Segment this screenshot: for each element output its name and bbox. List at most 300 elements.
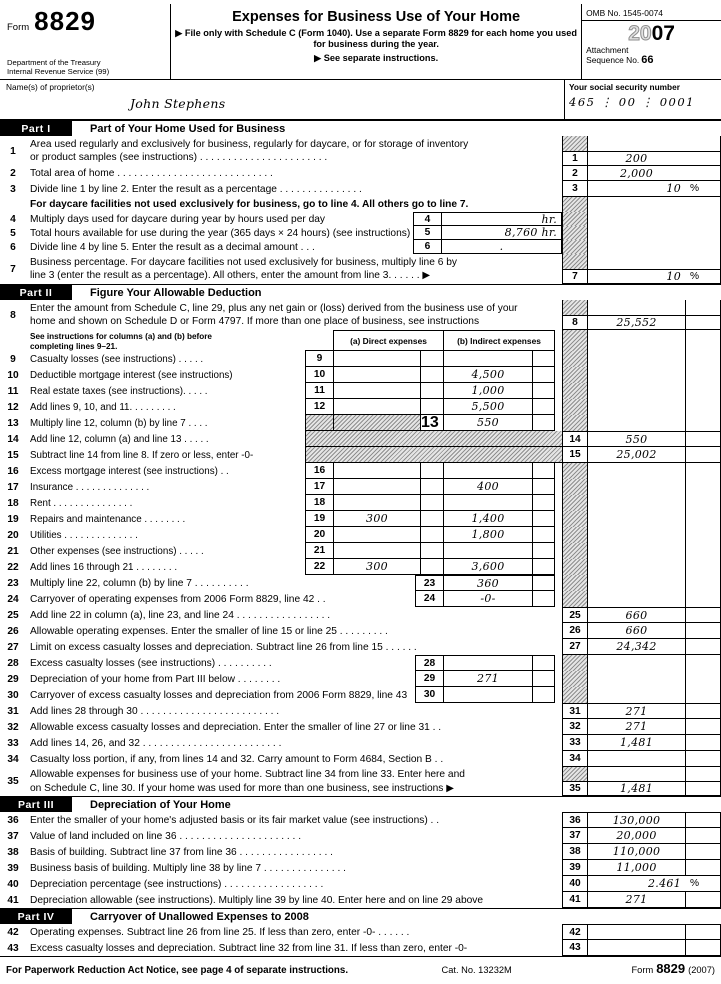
paperwork-notice: For Paperwork Reduction Act Notice, see page 4 of separate instructions. — [6, 965, 349, 976]
line-1-blank — [588, 136, 685, 151]
line-19b-value[interactable]: 1,400 — [443, 511, 532, 527]
line-12a-value[interactable] — [333, 399, 420, 415]
line-25-value[interactable]: 660 — [588, 607, 685, 623]
line-41-value[interactable]: 271 — [588, 892, 685, 908]
line-1-shade-cell — [562, 136, 588, 151]
line-33-row — [0, 735, 721, 751]
line-16-row — [0, 463, 721, 479]
line-8-boxno: 8 — [562, 315, 588, 330]
line-19-row — [0, 511, 721, 527]
agency-block — [7, 59, 168, 77]
line-6-blank — [588, 240, 685, 254]
line-14-label: Add line 12, column (a) and line 13 . . . . . — [30, 433, 209, 445]
line-20-row — [0, 527, 721, 543]
line-1-right-column — [562, 136, 721, 166]
line-32-label: Allowable excess casualty losses and depreciation. Enter the smaller of line 27 or line 31 . . — [30, 721, 442, 733]
line-15-value[interactable]: 25,002 — [588, 447, 685, 463]
line-11b-cents — [532, 383, 555, 399]
line-43-value[interactable] — [588, 940, 685, 956]
line-20-label: Utilities . . . . . . . . . . . . . . — [30, 529, 138, 541]
line-22-shade-cell — [562, 559, 588, 575]
line-13-label: Multiply line 12, column (b) by line 7 . . . . — [30, 417, 208, 429]
line-16-shade-cell — [562, 463, 588, 479]
line-14-unit — [685, 431, 721, 447]
part4-title: Carryover of Unallowed Expenses to 2008 — [90, 910, 309, 923]
line-29-shade-cell — [562, 671, 588, 687]
line-6-row — [0, 240, 721, 254]
line-colhead-blank — [588, 330, 685, 351]
line-21-label: Other expenses (see instructions) . . . . . — [30, 545, 204, 557]
form-footer — [0, 956, 721, 976]
part4-header — [0, 908, 721, 924]
line-40-value[interactable]: 2.461 — [588, 876, 685, 892]
line-6-blank2 — [685, 240, 721, 254]
line-4-value[interactable]: hr. — [441, 212, 562, 226]
line-18b-cents — [532, 495, 555, 511]
line-30-value[interactable] — [443, 687, 532, 703]
form-number-line — [7, 6, 168, 36]
line-18a-value[interactable] — [333, 495, 420, 511]
line-9-shade-cell — [562, 351, 588, 367]
line-4-label: Multiply days used for daycare during year by hours used per day — [30, 213, 326, 225]
line-12-blank — [588, 399, 685, 415]
form-subtitle: ▶ File only with Schedule C (Form 1040). Use a separate Form 8829 for each home you used for business during the year. — [175, 28, 577, 49]
line-8-value[interactable]: 25,552 — [588, 315, 685, 330]
line-20-gap — [555, 527, 562, 543]
line-22-blank2 — [685, 559, 721, 575]
line-5-blank — [588, 226, 685, 240]
line-14-row — [0, 431, 721, 447]
line-2-value[interactable]: 2,000 — [588, 166, 685, 181]
line-10-label: Deductible mortgage interest (see instructions) — [30, 369, 233, 381]
line-34-row — [0, 751, 721, 767]
line-23-gap — [555, 575, 562, 591]
line-18-blank — [588, 495, 685, 511]
line-38-value[interactable]: 110,000 — [588, 844, 685, 860]
line-41-label: Depreciation allowable (see instructions). Multiply line 39 by line 40. Enter here and on line 29 above — [30, 894, 484, 906]
line-27-unit — [685, 639, 721, 655]
line-18-label: Rent . . . . . . . . . . . . . . . — [30, 497, 133, 509]
line-28-cents — [532, 655, 555, 671]
line-35-value[interactable]: 1,481 — [588, 781, 685, 796]
line-23-number: 23 — [7, 577, 19, 589]
line-11b-value[interactable]: 1,000 — [443, 383, 532, 399]
line-31-value[interactable]: 271 — [588, 703, 685, 719]
line-42-row — [0, 924, 721, 940]
line-36-value[interactable]: 130,000 — [588, 812, 685, 828]
line-22-number: 22 — [7, 561, 19, 573]
line-34-value[interactable] — [588, 751, 685, 767]
line-38-label: Basis of building. Subtract line 37 from line 36 . . . . . . . . . . . . . . . . . — [30, 846, 333, 858]
line-10-row — [0, 367, 721, 383]
line-34-unit — [685, 751, 721, 767]
line-3-boxno: 3 — [562, 181, 588, 197]
line-10a-cents — [420, 367, 443, 383]
ssn-label: Your social security number — [569, 82, 680, 92]
line-11-gap — [555, 383, 562, 399]
line-10-blank2 — [685, 367, 721, 383]
line-17-blank2 — [685, 479, 721, 495]
line-36-row — [0, 812, 721, 828]
line-2-label: Total area of home . . . . . . . . . . . . . . . . . . . . . . . . . . . . — [30, 168, 273, 179]
line-6-label: Divide line 4 by line 5. Enter the result as a decimal amount . . . — [30, 241, 315, 253]
line-30-blank2 — [685, 687, 721, 703]
line-30-label: Carryover of excess casualty losses and depreciation from 2006 Form 8829, line 43 — [30, 689, 408, 701]
line-16b-value[interactable] — [443, 463, 532, 479]
line-1-unit — [685, 151, 721, 166]
line-17-boxno: 17 — [305, 479, 333, 495]
line-30-number: 30 — [7, 689, 19, 701]
line-35-row — [0, 767, 721, 796]
line-10b-value[interactable]: 4,500 — [443, 367, 532, 383]
line-9b-cents — [532, 351, 555, 367]
line-22b-cents — [532, 559, 555, 575]
line-18-gap — [555, 495, 562, 511]
line-24-label: Carryover of operating expenses from 2006 Form 8829, line 42 . . — [30, 593, 326, 605]
column-b-header: (b) Indirect expenses — [443, 330, 555, 351]
line-29-value[interactable]: 271 — [443, 671, 532, 687]
line-7-boxno: 7 — [562, 269, 588, 284]
line-43-unit — [685, 940, 721, 956]
line-20-blank2 — [685, 527, 721, 543]
line-5-value[interactable]: 8,760 hr. — [441, 226, 562, 240]
omb-number: OMB No. 1545-0074 — [582, 4, 721, 21]
line-1-value[interactable]: 200 — [588, 151, 685, 166]
line-40-label: Depreciation percentage (see instructions) . . . . . . . . . . . . . . . . . . — [30, 878, 324, 890]
line-25-unit — [685, 607, 721, 623]
line-17-label: Insurance . . . . . . . . . . . . . . — [30, 481, 150, 493]
line-36-boxno: 36 — [562, 812, 588, 828]
line-21-blank — [588, 543, 685, 559]
line-24-gap — [555, 591, 562, 607]
line-36-unit — [685, 812, 721, 828]
line-12-blank2 — [685, 399, 721, 415]
line-6-shade-cell — [562, 240, 588, 254]
line-19-blank — [588, 511, 685, 527]
line-20-boxno: 20 — [305, 527, 333, 543]
line-18a-cents — [420, 495, 443, 511]
form-number-block — [0, 4, 170, 79]
line-19-blank2 — [685, 511, 721, 527]
line-1-boxno: 1 — [562, 151, 588, 166]
line-29-label: Depreciation of your home from Part III below . . . . . . . . — [30, 673, 281, 685]
line-37-value[interactable]: 20,000 — [588, 828, 685, 844]
line-21a-cents — [420, 543, 443, 559]
form-number: 8829 — [34, 6, 97, 36]
line-28-value[interactable] — [443, 655, 532, 671]
line-16b-cents — [532, 463, 555, 479]
part4-rows — [0, 924, 721, 956]
line-4-number: 4 — [10, 213, 16, 225]
line-27-label: Limit on excess casualty losses and depreciation. Subtract line 26 from line 15 . . . . . . — [30, 641, 417, 653]
line-35-right-column — [562, 767, 721, 796]
part2-header — [0, 284, 721, 300]
line-17-number: 17 — [7, 481, 19, 493]
line-13b-value[interactable]: 550 — [443, 415, 532, 431]
line-7-number: 7 — [10, 263, 16, 275]
line-31-row — [0, 703, 721, 719]
line-8-right-column — [562, 300, 721, 330]
line-16-label: Excess mortgage interest (see instructions) . . — [30, 465, 229, 477]
line-34-label: Casualty loss portion, if any, from lines 14 and 32. Carry amount to Form 4684, Section B . . — [30, 753, 444, 765]
line-9a-value[interactable] — [333, 351, 420, 367]
line-6-boxno: 6 — [413, 240, 441, 254]
line-note-shade-cell — [562, 197, 588, 212]
line-40-boxno: 40 — [562, 876, 588, 892]
line-7-blank — [588, 254, 685, 269]
line-14-shade-block — [305, 431, 562, 447]
line-8-row — [0, 300, 721, 330]
line-4-blank — [588, 212, 685, 226]
line-14-value[interactable]: 550 — [588, 431, 685, 447]
line-16a-value[interactable] — [333, 463, 420, 479]
line-1-number: 1 — [10, 145, 16, 157]
line-12-boxno: 12 — [305, 399, 333, 415]
line-23-value[interactable]: 360 — [443, 575, 532, 591]
line-43-boxno: 43 — [562, 940, 588, 956]
line-38-row — [0, 844, 721, 860]
line-10-number: 10 — [7, 369, 19, 381]
line-19a-cents — [420, 511, 443, 527]
line-31-boxno: 31 — [562, 703, 588, 719]
year-prefix: 20 — [628, 22, 652, 45]
line-37-row — [0, 828, 721, 844]
line-22a-value[interactable]: 300 — [333, 559, 420, 575]
line-25-row — [0, 607, 721, 623]
line-24-number: 24 — [7, 593, 19, 605]
line-16-blank2 — [685, 463, 721, 479]
part2-rows — [0, 300, 721, 796]
part2-badge: Part II — [0, 285, 72, 300]
columns-instruction-note: See instructions for columns (a) and (b) before completing lines 9–21. — [30, 332, 212, 351]
part4-badge: Part IV — [0, 909, 72, 924]
line-13-shade2 — [333, 415, 420, 431]
line-39-label: Business basis of building. Multiply line 38 by line 7 . . . . . . . . . . . . . . . — [30, 862, 346, 874]
line-note-blank2 — [685, 197, 721, 212]
line-21b-value[interactable] — [443, 543, 532, 559]
line-7-right-column — [562, 254, 721, 284]
line-19-number: 19 — [7, 513, 19, 525]
part3-title: Depreciation of Your Home — [90, 798, 231, 811]
line-29-gap — [555, 671, 562, 687]
line-28-blank — [588, 655, 685, 671]
footer-form-number: 8829 — [656, 961, 686, 976]
line-8-blank2 — [685, 300, 721, 315]
line-23-cents — [532, 575, 555, 591]
line-27-number: 27 — [7, 641, 19, 653]
line-21a-value[interactable] — [333, 543, 420, 559]
line-35-blank2 — [685, 767, 721, 781]
line-25-label: Add line 22 in column (a), line 23, and line 24 . . . . . . . . . . . . . . . . . — [30, 609, 331, 621]
line-9-gap — [555, 351, 562, 367]
line-20a-cents — [420, 527, 443, 543]
line-16-blank — [588, 463, 685, 479]
line-1-blank2 — [685, 136, 721, 151]
line-30-gap — [555, 687, 562, 703]
line-28-number: 28 — [7, 657, 19, 669]
line-10-blank — [588, 367, 685, 383]
part1-rows — [0, 136, 721, 284]
line-11a-cents — [420, 383, 443, 399]
line-24-value[interactable]: -0- — [443, 591, 532, 607]
line-32-number: 32 — [7, 721, 19, 733]
form-title: Expenses for Business Use of Your Home — [232, 9, 521, 25]
line-26-value[interactable]: 660 — [588, 623, 685, 639]
line-19-boxno: 19 — [305, 511, 333, 527]
part1-header — [0, 120, 721, 136]
line-26-number: 26 — [7, 625, 19, 637]
line-24-shade-cell — [562, 591, 588, 607]
line-16-number: 16 — [7, 465, 19, 477]
line-21-number: 21 — [7, 545, 19, 557]
line-30-cents — [532, 687, 555, 703]
line-9-row — [0, 351, 721, 367]
line-6-value[interactable]: . — [441, 240, 562, 254]
line-colhead-spacer — [0, 330, 26, 351]
sequence-number: 66 — [641, 54, 654, 66]
line-17a-value[interactable] — [333, 479, 420, 495]
catalog-number: Cat. No. 13232M — [441, 965, 512, 975]
line-9-boxno: 9 — [305, 351, 333, 367]
line-33-unit — [685, 735, 721, 751]
line-36-number: 36 — [7, 814, 19, 826]
line-2-unit — [685, 166, 721, 181]
line-8-label: Enter the amount from Schedule C, line 29, plus any net gain or (loss) derived from the business use of your home and shown on Schedule D or Form 4797. If more than one place of business, see instructions — [30, 302, 518, 327]
line-11-row — [0, 383, 721, 399]
line-24-blank2 — [685, 591, 721, 607]
line-colhead-row — [0, 330, 721, 351]
line-19a-value[interactable]: 300 — [333, 511, 420, 527]
line-4-shade-cell — [562, 212, 588, 226]
line-20a-value[interactable] — [333, 527, 420, 543]
line-3-row — [0, 181, 721, 197]
line-42-unit — [685, 924, 721, 940]
line-note-blank — [588, 197, 685, 212]
line-28-boxno: 28 — [415, 655, 443, 671]
line-24-row — [0, 591, 721, 607]
line-7-label: Business percentage. For daycare facilities not used exclusively for business, multiply line 6 by line 3 (enter the result as a percentage). All others, enter the amount from line 3. . . . . . ▶ — [30, 256, 457, 281]
line-31-number: 31 — [7, 705, 19, 717]
line-1-row — [0, 136, 721, 166]
line-26-row — [0, 623, 721, 639]
line-29-blank2 — [685, 671, 721, 687]
line-20b-value[interactable]: 1,800 — [443, 527, 532, 543]
line-20b-cents — [532, 527, 555, 543]
line-16-gap — [555, 463, 562, 479]
line-26-unit — [685, 623, 721, 639]
line-9-label: Casualty losses (see instructions) . . . . . — [30, 353, 204, 365]
line-18-shade-cell — [562, 495, 588, 511]
line-12b-value[interactable]: 5,500 — [443, 399, 532, 415]
line-13-blank2 — [685, 415, 721, 431]
line-27-value[interactable]: 24,342 — [588, 639, 685, 655]
line-23-row — [0, 575, 721, 591]
line-17b-value[interactable]: 400 — [443, 479, 532, 495]
proprietor-block — [0, 80, 564, 119]
line-30-row — [0, 687, 721, 703]
line-18-boxno: 18 — [305, 495, 333, 511]
line-41-row — [0, 892, 721, 908]
line-33-label: Add lines 14, 26, and 32 . . . . . . . . . . . . . . . . . . . . . . . . . — [30, 737, 282, 749]
line-34-number: 34 — [7, 753, 19, 765]
line-30-blank — [588, 687, 685, 703]
line-7-unit: % — [685, 269, 721, 284]
line-10a-value[interactable] — [333, 367, 420, 383]
line-39-value[interactable]: 11,000 — [588, 860, 685, 876]
line-6-number: 6 — [10, 241, 16, 253]
line-35-number: 35 — [7, 776, 19, 787]
form-header — [0, 4, 721, 80]
line-23-shade-cell — [562, 575, 588, 591]
line-colhead-numcol-gap — [305, 330, 333, 351]
line-5-boxno: 5 — [413, 226, 441, 240]
name-row — [0, 80, 721, 120]
line-26-label: Allowable operating expenses. Enter the smaller of line 15 or line 25 . . . . . . . . . — [30, 625, 388, 637]
line-7-row — [0, 254, 721, 284]
line-39-row — [0, 860, 721, 876]
line-colhead-blank2 — [685, 330, 721, 351]
ssn-field[interactable]: 465 ⋮ 00 ⋮ 0001 — [569, 95, 695, 109]
line-37-number: 37 — [7, 830, 19, 842]
line-39-boxno: 39 — [562, 860, 588, 876]
line-9b-value[interactable] — [443, 351, 532, 367]
line-11-blank — [588, 383, 685, 399]
agency-line2: Internal Revenue Service (99) — [7, 67, 110, 77]
line-15-label: Subtract line 14 from line 8. If zero or less, enter -0- — [30, 449, 254, 461]
proprietor-name-field[interactable]: John Stephens — [130, 96, 226, 111]
line-7-value[interactable]: 10 — [588, 269, 685, 284]
line-36-label: Enter the smaller of your home's adjusted basis or its fair market value (see instructions) . . — [30, 814, 440, 826]
line-9-blank — [588, 351, 685, 367]
line-20-number: 20 — [7, 529, 19, 541]
line-13-shade-cell — [562, 415, 588, 431]
line-24-boxno: 24 — [415, 591, 443, 607]
line-22b-value[interactable]: 3,600 — [443, 559, 532, 575]
line-17a-cents — [420, 479, 443, 495]
line-38-boxno: 38 — [562, 844, 588, 860]
line-28-shade-cell — [562, 655, 588, 671]
line-35-shade-cell — [562, 767, 588, 781]
line-33-value[interactable]: 1,481 — [588, 735, 685, 751]
line-3-value[interactable]: 10 — [588, 181, 685, 197]
line-12-shade-cell — [562, 399, 588, 415]
part3-header — [0, 796, 721, 812]
line-42-value[interactable] — [588, 924, 685, 940]
line-13-row — [0, 415, 721, 431]
line-29-boxno: 29 — [415, 671, 443, 687]
form-instructions-note: ▶ See separate instructions. — [314, 53, 439, 63]
tax-year — [582, 22, 721, 45]
line-28-label: Excess casualty losses (see instructions) . . . . . . . . . . — [30, 657, 272, 669]
line-5-row — [0, 226, 721, 240]
line-30-boxno: 30 — [415, 687, 443, 703]
line-38-unit — [685, 844, 721, 860]
line-40-unit: % — [685, 876, 721, 892]
line-41-number: 41 — [7, 894, 19, 906]
line-34-boxno: 34 — [562, 751, 588, 767]
line-32-value[interactable]: 271 — [588, 719, 685, 735]
line-12-gap — [555, 399, 562, 415]
line-18b-value[interactable] — [443, 495, 532, 511]
line-colhead-shade-cell — [562, 330, 588, 351]
line-4-blank2 — [685, 212, 721, 226]
line-35-label: Allowable expenses for business use of your home. Subtract line 34 from line 33. Enter here and on Schedule C, line 30. If your home was used for more than one business, see instructions ▶ — [30, 769, 465, 794]
line-5-number: 5 — [10, 227, 16, 239]
line-42-number: 42 — [7, 926, 19, 938]
line-32-boxno: 32 — [562, 719, 588, 735]
line-11a-value[interactable] — [333, 383, 420, 399]
line-17b-cents — [532, 479, 555, 495]
